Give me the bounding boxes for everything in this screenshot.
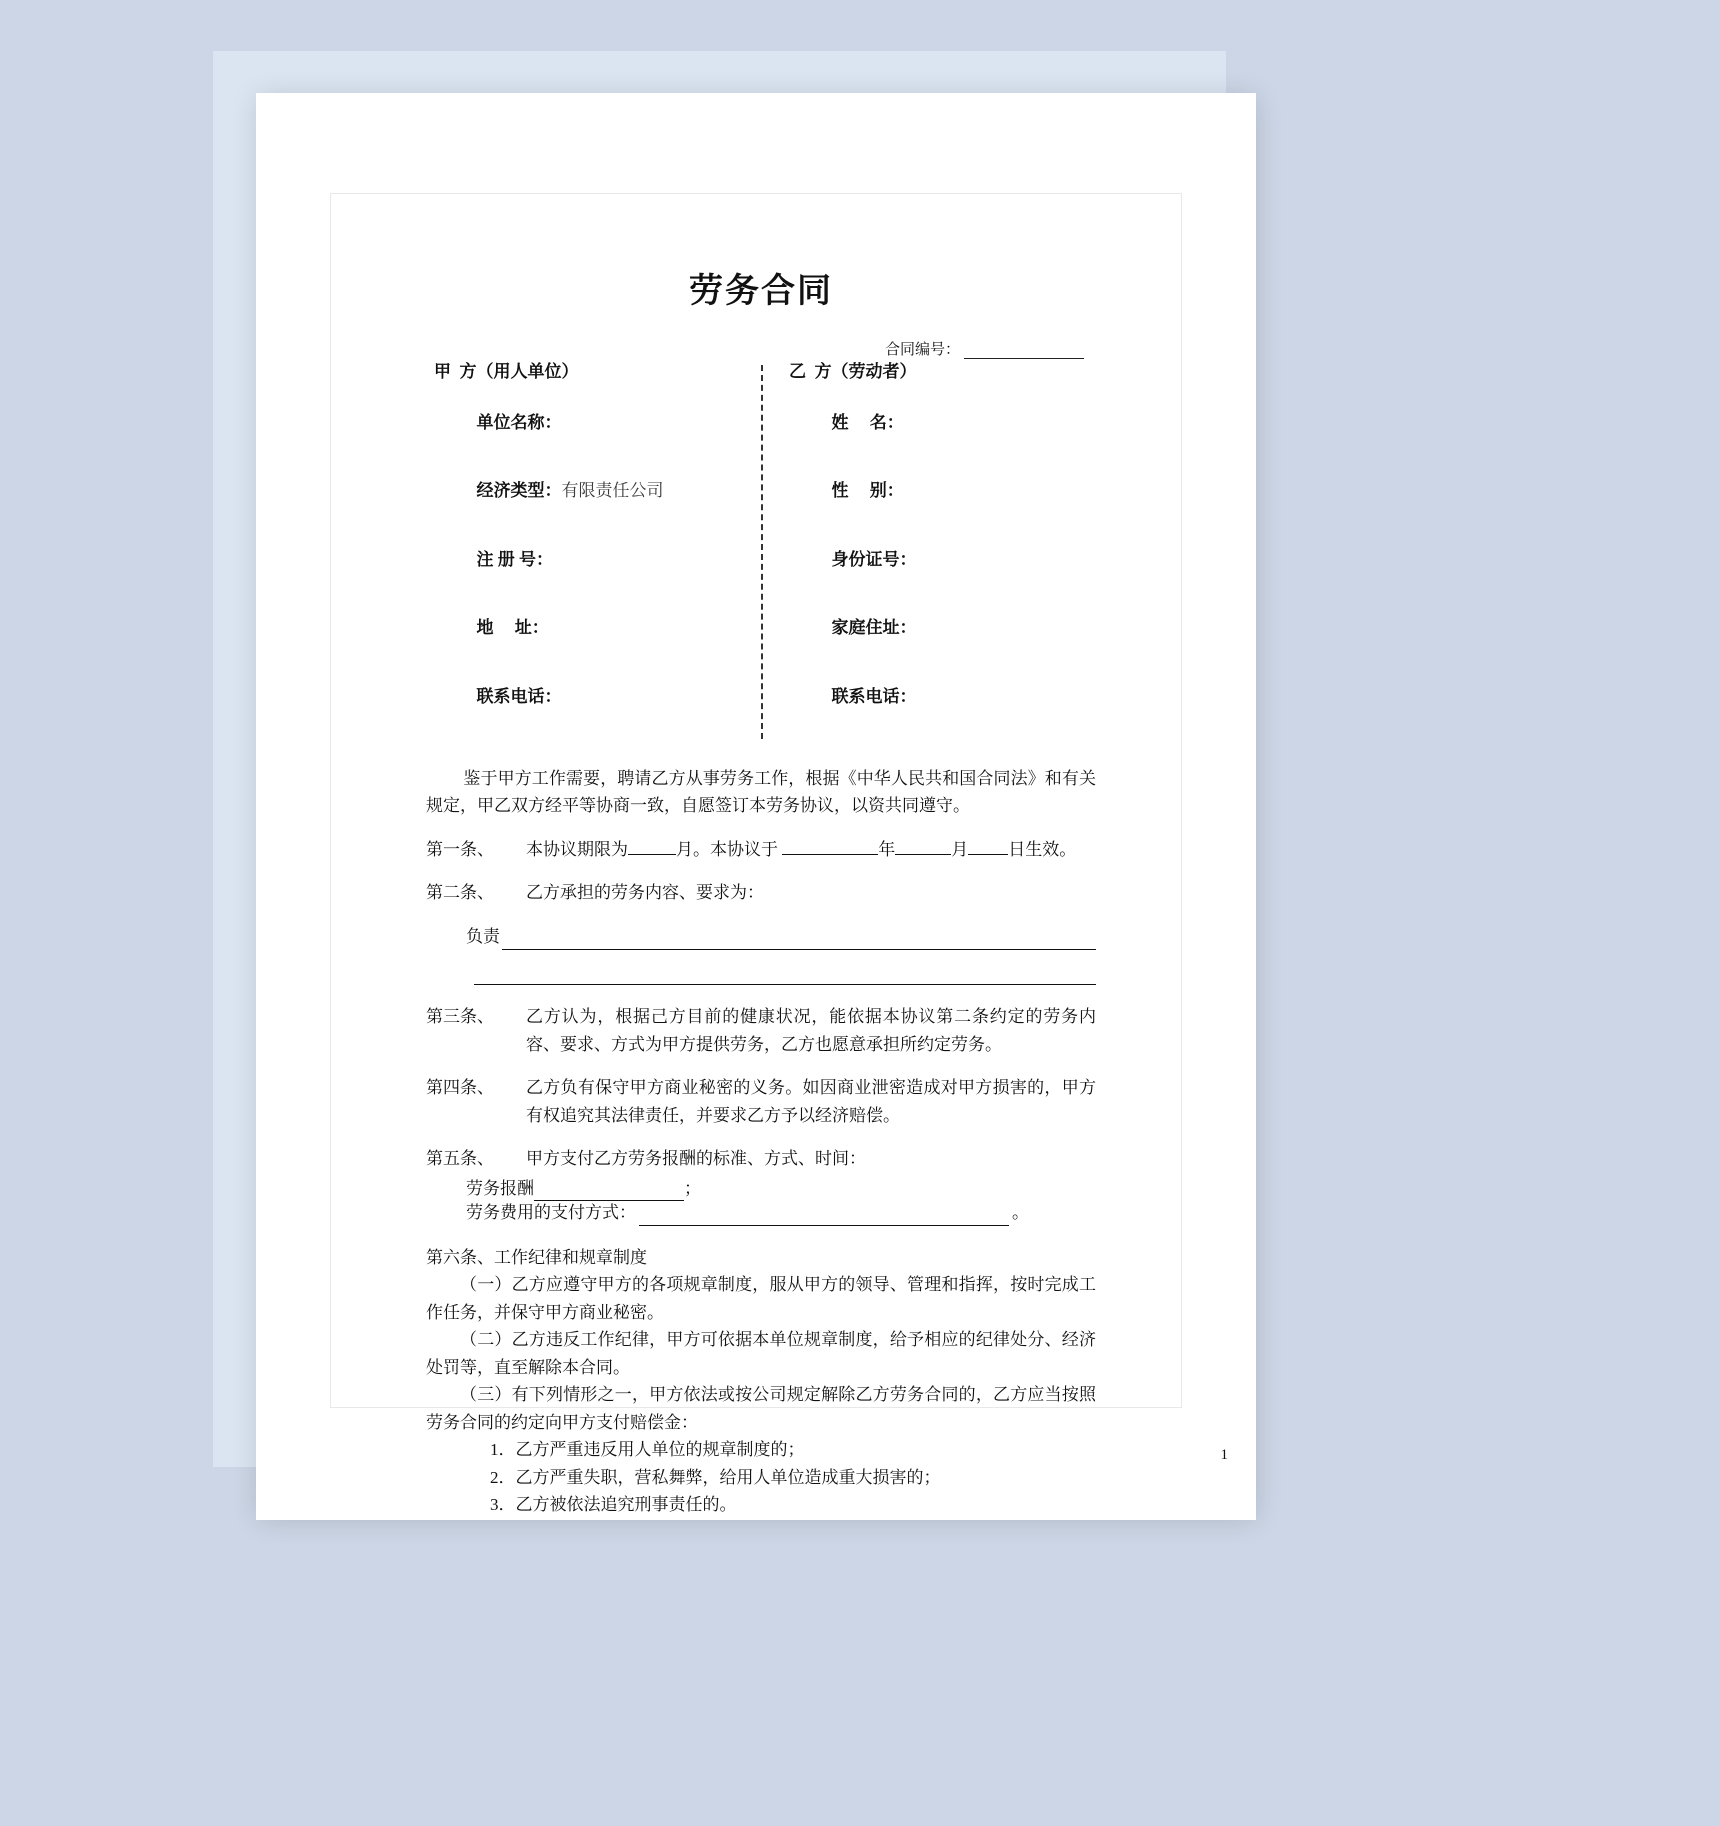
party-b-field-id-number bbox=[789, 533, 1096, 587]
article-2-duty-rule-2[interactable] bbox=[474, 966, 1096, 985]
article-2-body: 乙方承担的劳务内容、要求为： bbox=[526, 883, 764, 903]
article-1-year-blank[interactable] bbox=[782, 854, 878, 855]
article-2-duty-row-2 bbox=[426, 966, 1096, 985]
page-title: 劳务合同 bbox=[689, 273, 833, 310]
article-1-text-2: 月。本协议于 bbox=[676, 839, 783, 859]
article-5 bbox=[426, 1145, 1096, 1173]
article-5-number: 第五条、 bbox=[426, 1149, 494, 1169]
article-6-item-1: （一）乙方应遵守甲方的各项规章制度，服从甲方的领导、管理和指挥，按时完成工作任务，并保守甲方商业秘密。 bbox=[426, 1275, 1096, 1322]
article-5-remuneration-suffix: ； bbox=[684, 1178, 701, 1198]
field-label: 单位名称： bbox=[476, 412, 562, 432]
party-a-field-phone bbox=[434, 670, 761, 724]
field-label: 联系电话： bbox=[476, 686, 562, 706]
party-b-column bbox=[761, 363, 1096, 739]
party-a-field-economic-type bbox=[434, 464, 761, 518]
article-3 bbox=[426, 1003, 1096, 1058]
article-6-item-2: （二）乙方违反工作纪律，甲方可依据本单位规章制度，给予相应的纪律处分、经济处罚等，直至解除本合同。 bbox=[426, 1330, 1096, 1377]
article-1 bbox=[426, 836, 1096, 864]
article-5-body: 甲方支付乙方劳务报酬的标准、方式、时间： bbox=[526, 1149, 866, 1169]
article-2-duty-row bbox=[426, 923, 1096, 951]
document-page bbox=[256, 93, 1256, 1520]
field-label: 性 别： bbox=[831, 481, 904, 501]
preamble-paragraph: 鉴于甲方工作需要，聘请乙方从事劳务工作，根据《中华人民共和国合同法》和有关规定，甲乙双方经平等协商一致，自愿签订本劳务协议，以资共同遵守。 bbox=[426, 768, 1096, 816]
field-label: 家庭住址： bbox=[831, 618, 917, 638]
article-5-payment-method-row bbox=[426, 1201, 1096, 1226]
article-5-remuneration-row bbox=[426, 1177, 1096, 1202]
party-a-field-unit-name bbox=[434, 396, 761, 450]
article-6-item-3: （三）有下列情形之一，甲方依法或按公司规定解除乙方劳务合同的，乙方应当按照劳务合同的约定向甲方支付赔偿金： bbox=[426, 1385, 1096, 1432]
article-1-number: 第一条、 bbox=[426, 839, 494, 859]
article-5-payment-method-suffix: 。 bbox=[1012, 1203, 1029, 1223]
article-1-day-blank[interactable] bbox=[968, 854, 1008, 855]
article-1-text-4: 月 bbox=[951, 839, 969, 859]
article-2-duty-label: 负责 bbox=[466, 926, 500, 946]
article-1-body bbox=[526, 836, 1096, 864]
party-divider bbox=[761, 365, 763, 739]
article-2 bbox=[426, 879, 1096, 907]
article-5-payment-method-label: 劳务费用的支付方式： bbox=[466, 1203, 636, 1223]
contract-number-row bbox=[426, 338, 1096, 359]
field-label: 身份证号： bbox=[831, 549, 917, 569]
contract-number-blank[interactable] bbox=[964, 343, 1084, 359]
article-1-months-blank[interactable] bbox=[628, 854, 676, 855]
article-1-text-5: 日生效。 bbox=[1008, 839, 1077, 859]
party-b-field-home-address bbox=[789, 601, 1096, 655]
party-a-field-address bbox=[434, 601, 761, 655]
article-5-remuneration-blank[interactable] bbox=[534, 1184, 684, 1201]
article-6-heading: 第六条、工作纪律和规章制度 bbox=[426, 1248, 647, 1268]
document-content bbox=[426, 263, 1096, 1518]
article-6-numbered-1: 1．乙方严重违反用人单位的规章制度的； bbox=[490, 1440, 805, 1460]
field-label: 注 册 号： bbox=[476, 549, 553, 569]
article-3-number: 第三条、 bbox=[426, 1007, 494, 1027]
article-4-number: 第四条、 bbox=[426, 1078, 494, 1098]
party-b-field-phone bbox=[789, 670, 1096, 724]
field-value[interactable]: 有限责任公司 bbox=[561, 481, 664, 501]
article-5-remuneration-label: 劳务报酬 bbox=[466, 1178, 534, 1198]
article-2-duty-rule-1[interactable] bbox=[502, 931, 1096, 950]
article-1-text-3: 年 bbox=[878, 839, 896, 859]
party-a-field-registration-no bbox=[434, 533, 761, 587]
article-5-payment-method-blank[interactable] bbox=[639, 1209, 1009, 1226]
article-3-body: 乙方认为，根据己方目前的健康状况，能依据本协议第二条约定的劳务内容、要求、方式为甲方提供劳务，乙方也愿意承担所约定劳务。 bbox=[526, 1007, 1096, 1054]
party-a-heading: 甲 方（用人单位） bbox=[434, 362, 579, 381]
page-number: 1 bbox=[1220, 1447, 1228, 1463]
field-label: 姓 名： bbox=[831, 412, 904, 432]
article-6-numbered-3: 3．乙方被依法追究刑事责任的。 bbox=[490, 1494, 737, 1514]
party-a-column bbox=[426, 363, 761, 739]
article-1-month-blank[interactable] bbox=[895, 854, 951, 855]
article-6-numbered-2: 2．乙方严重失职，营私舞弊，给用人单位造成重大损害的； bbox=[490, 1467, 941, 1487]
article-1-text-1: 本协议期限为 bbox=[526, 839, 628, 859]
field-label: 经济类型： bbox=[476, 481, 562, 501]
field-label: 地 址： bbox=[476, 618, 549, 638]
parties-block bbox=[426, 363, 1096, 739]
contract-number-label: 合同编号： bbox=[884, 342, 960, 358]
field-label: 联系电话： bbox=[831, 686, 917, 706]
article-4 bbox=[426, 1074, 1096, 1129]
article-4-body: 乙方负有保守甲方商业秘密的义务。如因商业泄密造成对甲方损害的，甲方有权追究其法律责任，并要求乙方予以经济赔偿。 bbox=[526, 1078, 1096, 1125]
party-b-field-gender bbox=[789, 464, 1096, 518]
party-b-heading: 乙 方（劳动者） bbox=[789, 362, 917, 381]
party-b-field-name bbox=[789, 396, 1096, 450]
article-2-number: 第二条、 bbox=[426, 883, 494, 903]
